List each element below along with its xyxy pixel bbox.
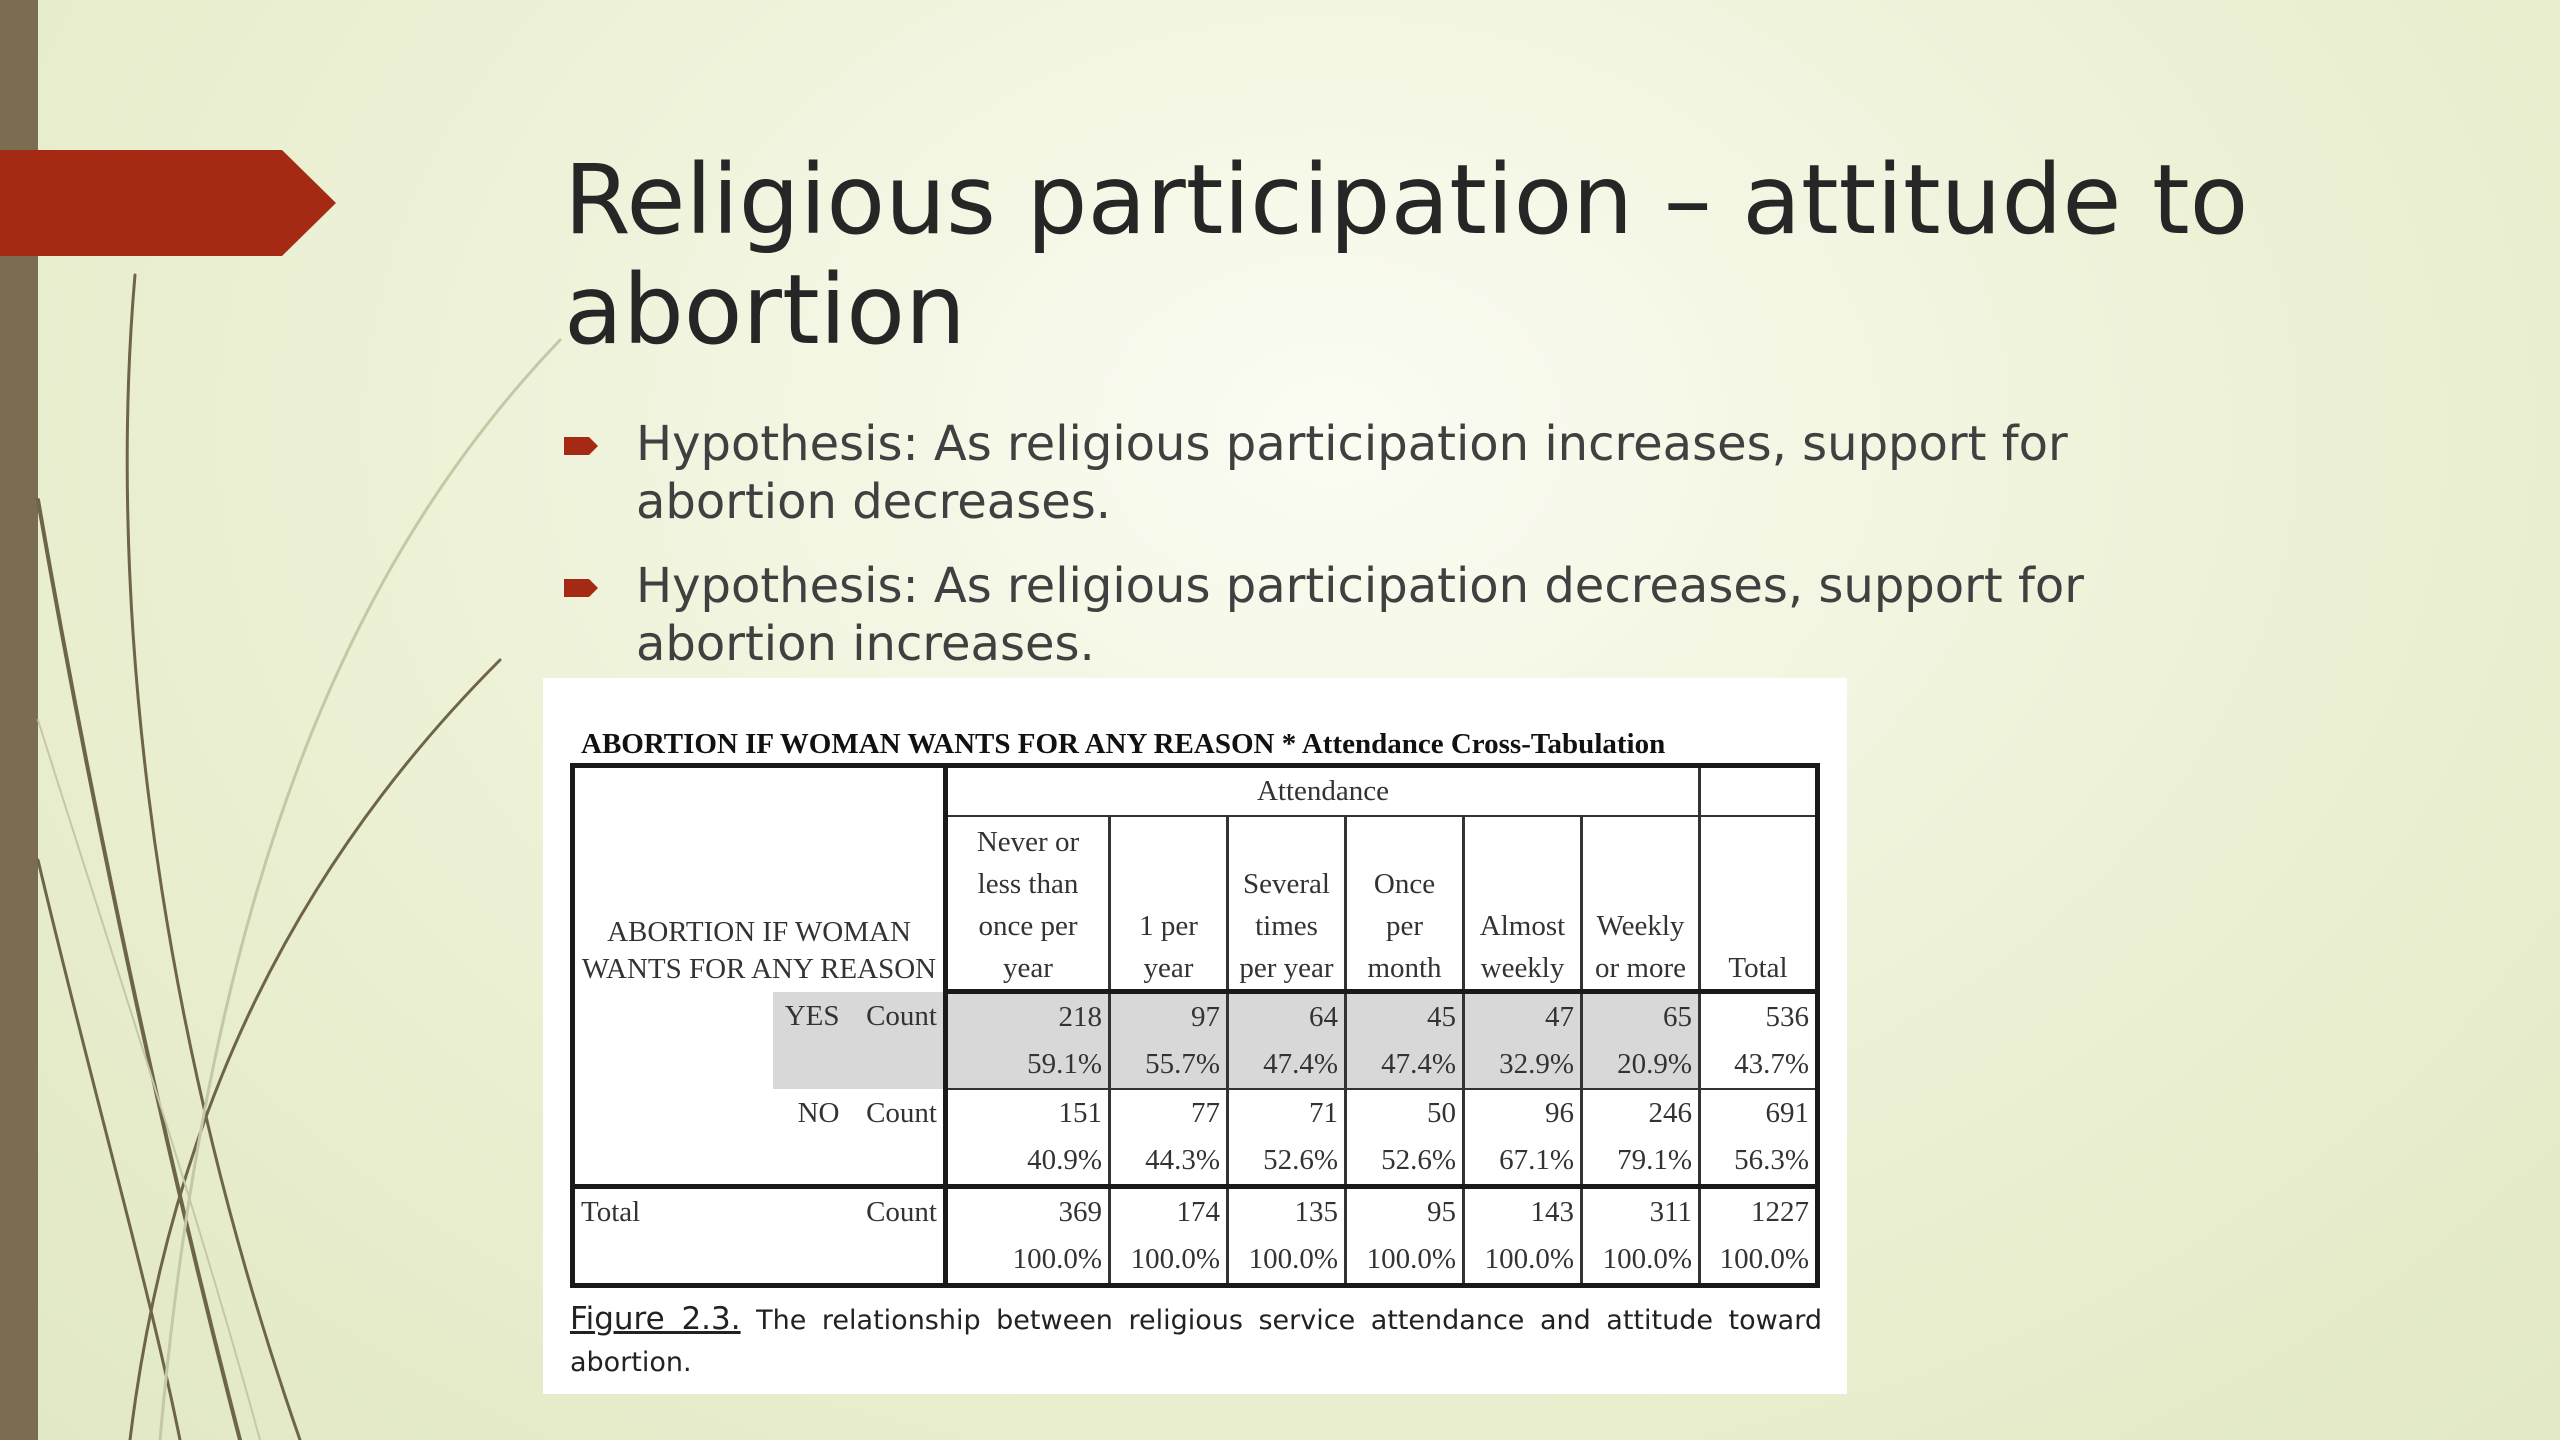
table-cell: 100.0% — [946, 1236, 1110, 1286]
column-header: 1 per year — [1110, 816, 1228, 992]
figure-label: Figure 2.3. — [570, 1301, 741, 1337]
table-cell: 45 — [1346, 992, 1464, 1042]
column-header: Once per month — [1346, 816, 1464, 992]
column-header: Almost weekly — [1464, 816, 1582, 992]
table-cell: 47.4% — [1228, 1041, 1346, 1089]
table-row — [573, 1187, 1818, 1237]
table-cell: 52.6% — [1346, 1137, 1464, 1187]
table-cell: 151 — [946, 1089, 1110, 1137]
crosstab-figure — [543, 678, 1847, 1394]
table-cell: 71 — [1228, 1089, 1346, 1137]
table-cell: 97 — [1110, 992, 1228, 1042]
table-cell: 44.3% — [1110, 1137, 1228, 1187]
row-label: Total — [573, 1187, 846, 1237]
table-cell: 246 — [1582, 1089, 1700, 1137]
table-cell: 50 — [1346, 1089, 1464, 1137]
figure-caption — [570, 1298, 1822, 1384]
table-cell: 77 — [1110, 1089, 1228, 1137]
table-cell: 52.6% — [1228, 1137, 1346, 1187]
table-cell: 135 — [1228, 1187, 1346, 1237]
table-row — [573, 1236, 1818, 1286]
bullet-item — [564, 557, 2264, 673]
table-cell: 65 — [1582, 992, 1700, 1042]
group-header: Attendance — [946, 766, 1700, 817]
table-cell: 56.3% — [1734, 1144, 1809, 1176]
table-title: ABORTION IF WOMAN WANTS FOR ANY REASON * Attendance Cross-Tabulation — [581, 728, 1666, 760]
table-cell: 55.7% — [1110, 1041, 1228, 1089]
table-cell: 47.4% — [1346, 1041, 1464, 1089]
row-header: ABORTION IF WOMAN WANTS FOR ANY REASON — [573, 766, 946, 992]
bullet-text: Hypothesis: As religious participation decreases, support for abortion increases. — [636, 558, 2084, 672]
slide-title: Religious participation – attitude to abortion — [564, 144, 2249, 366]
table-cell: 96 — [1464, 1089, 1582, 1137]
table-cell: 143 — [1464, 1187, 1582, 1237]
table-cell: 174 — [1110, 1187, 1228, 1237]
stat-label: Count — [846, 1187, 946, 1237]
table-cell: 40.9% — [946, 1137, 1110, 1187]
table-cell: 59.1% — [946, 1041, 1110, 1089]
bullet-arrow-icon — [564, 435, 600, 457]
table-row — [573, 992, 1818, 1042]
table-cell: 536 — [1765, 1001, 1809, 1033]
table-cell: 100.0% — [1228, 1236, 1346, 1286]
table-cell: 218 — [946, 992, 1110, 1042]
stat-label: Count — [846, 992, 946, 1042]
caption-text: The relationship between religious service attendance and attitude toward abortion. — [570, 1305, 1822, 1378]
crosstab-table — [570, 763, 1820, 1288]
bullet-item — [564, 415, 2264, 531]
column-header: Several times per year — [1228, 816, 1346, 992]
table-cell: 100.0% — [1582, 1236, 1700, 1286]
row-label: NO — [797, 1096, 840, 1129]
column-header: Total — [1700, 816, 1818, 992]
table-cell: 369 — [946, 1187, 1110, 1237]
table-cell: 1227 — [1700, 1187, 1818, 1237]
table-cell: 311 — [1582, 1187, 1700, 1237]
table-cell: 95 — [1346, 1187, 1464, 1237]
table-cell: 20.9% — [1582, 1041, 1700, 1089]
table-cell: 67.1% — [1464, 1137, 1582, 1187]
table-cell: 100.0% — [1464, 1236, 1582, 1286]
table-cell: 100.0% — [1346, 1236, 1464, 1286]
table-cell: 32.9% — [1464, 1041, 1582, 1089]
column-header: Never or less than once per year — [946, 816, 1110, 992]
table-cell: 100.0% — [1719, 1243, 1809, 1275]
bullet-list — [564, 415, 2264, 699]
stat-label: Count — [846, 1089, 946, 1137]
bullet-arrow-icon — [564, 577, 600, 599]
row-label: YES — [773, 992, 846, 1042]
table-cell: 691 — [1700, 1089, 1818, 1137]
bullet-text: Hypothesis: As religious participation increases, support for abortion decreases. — [636, 416, 2068, 530]
table-cell: 47 — [1464, 992, 1582, 1042]
arrow-tab-icon — [0, 150, 336, 256]
table-cell: 64 — [1228, 992, 1346, 1042]
table-cell: 100.0% — [1110, 1236, 1228, 1286]
table-cell: 79.1% — [1582, 1137, 1700, 1187]
table-cell: 43.7% — [1734, 1048, 1809, 1080]
column-header: Weekly or more — [1582, 816, 1700, 992]
